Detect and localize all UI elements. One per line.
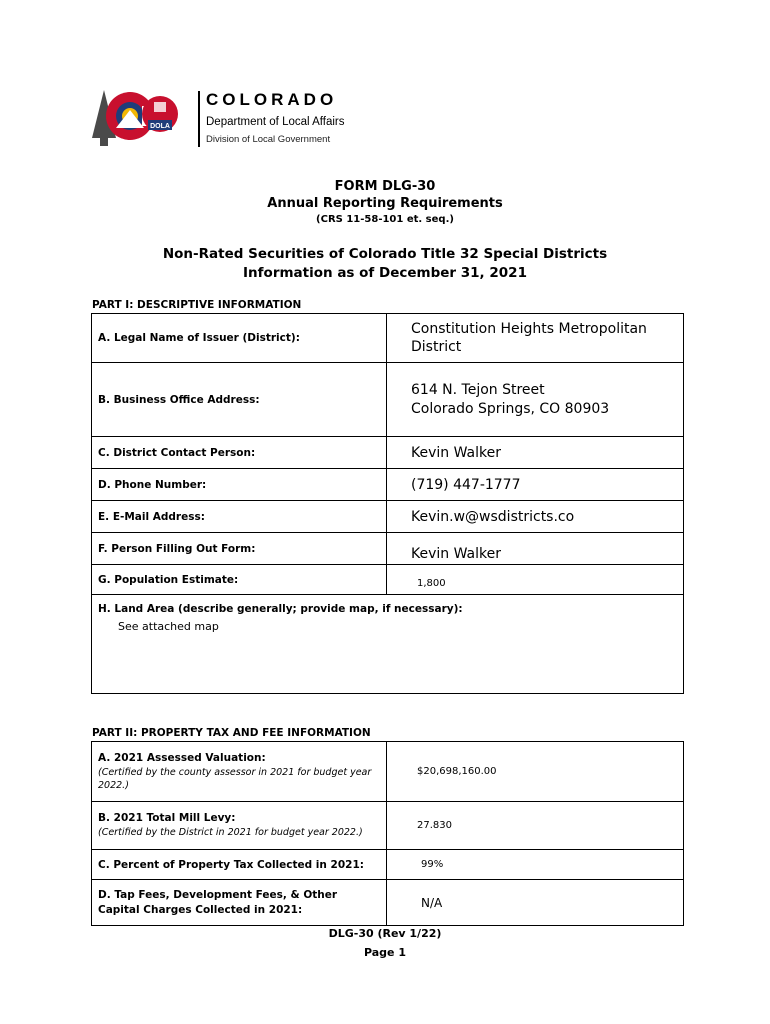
table-row — [92, 501, 684, 533]
population-value: 1,800 — [387, 565, 684, 595]
table-row — [92, 314, 684, 363]
logo-division: Division of Local Government — [206, 134, 331, 145]
page-number: Page 1 — [363, 946, 406, 959]
table-row — [92, 469, 684, 501]
logo-department: Department of Local Affairs — [206, 116, 345, 128]
assessed-valuation-note: (Certified by the county assessor in 2021 for budget year 2022.) — [98, 766, 372, 791]
row-label — [92, 742, 387, 802]
contact-person-value: Kevin Walker — [387, 437, 684, 469]
address-line1: 614 N. Tejon Street — [411, 381, 545, 398]
mill-levy-label: B. 2021 Total Mill Levy: — [98, 812, 236, 824]
dola-badge-text: DOLA — [150, 123, 170, 130]
form-number: FORM DLG-30 — [334, 179, 436, 194]
land-area-value: See attached map — [118, 620, 219, 633]
mill-levy-value: 27.830 — [387, 802, 684, 850]
tax-collected-value: 99% — [387, 850, 684, 880]
row-label: F. Person Filling Out Form: — [92, 533, 387, 565]
table-row — [92, 565, 684, 595]
land-area-label: H. Land Area (describe generally; provide map, if necessary): — [98, 603, 463, 615]
part2-heading: PART II: PROPERTY TAX AND FEE INFORMATION — [92, 727, 371, 739]
address-value — [387, 363, 684, 437]
row-label: G. Population Estimate: — [92, 565, 387, 595]
table-row — [92, 363, 684, 437]
fees-collected-label: D. Tap Fees, Development Fees, & Other Capital Charges Collected in 2021: — [92, 880, 387, 926]
legal-name-value: Constitution Heights Metropolitan District — [387, 314, 684, 363]
row-label: D. Phone Number: — [92, 469, 387, 501]
row-label: A. Legal Name of Issuer (District): — [92, 314, 387, 363]
part2-table — [91, 741, 684, 926]
logo-text-block — [206, 90, 345, 145]
row-label: B. Business Office Address: — [92, 363, 387, 437]
table-row — [92, 742, 684, 802]
part1-table — [91, 313, 684, 694]
email-value: Kevin.w@wsdistricts.co — [387, 501, 684, 533]
row-label: C. District Contact Person: — [92, 437, 387, 469]
table-row — [92, 437, 684, 469]
assessed-valuation-label: A. 2021 Assessed Valuation: — [98, 751, 266, 764]
row-label — [92, 802, 387, 850]
logo-state: COLORADO — [206, 90, 338, 109]
land-area-cell — [92, 595, 684, 694]
table-row — [92, 802, 684, 850]
assessed-valuation-value: $20,698,160.00 — [387, 742, 684, 802]
table-row — [92, 850, 684, 880]
tax-collected-label: C. Percent of Property Tax Collected in 2021: — [92, 850, 387, 880]
form-title: Annual Reporting Requirements — [267, 196, 503, 211]
part1-heading: PART I: DESCRIPTIVE INFORMATION — [92, 299, 302, 311]
table-row — [92, 595, 684, 694]
form-filler-value: Kevin Walker — [387, 533, 684, 565]
subtitle-line2: Information as of December 31, 2021 — [243, 265, 527, 281]
row-label: E. E-Mail Address: — [92, 501, 387, 533]
form-revision: DLG-30 (Rev 1/22) — [328, 927, 442, 940]
table-row — [92, 533, 684, 565]
address-line2: Colorado Springs, CO 80903 — [411, 400, 610, 417]
statute-reference: (CRS 11-58-101 et. seq.) — [316, 214, 454, 225]
table-row — [92, 880, 684, 926]
phone-value: (719) 447-1777 — [387, 469, 684, 501]
mill-levy-note: (Certified by the District in 2021 for budget year 2022.) — [98, 827, 363, 838]
fees-collected-value: N/A — [387, 880, 684, 926]
subtitle-line1: Non-Rated Securities of Colorado Title 32 Special Districts — [162, 246, 608, 262]
